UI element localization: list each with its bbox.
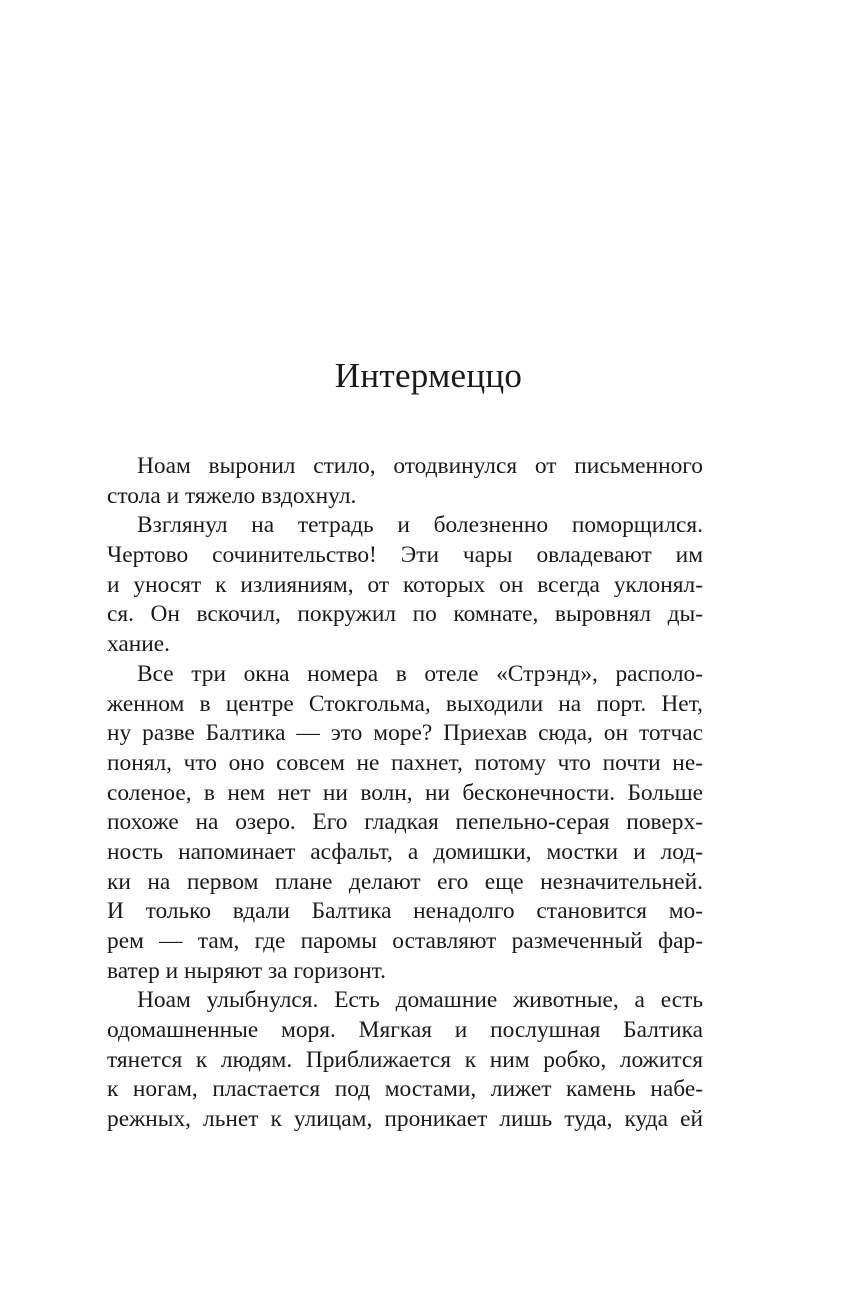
text-line: женном в центре Стокгольма, выходили на порт. Нет, [107,690,703,717]
text-line: Ноам улыбнулся. Есть домашние животные, а есть [137,987,703,1014]
text-line: тянется к людям. Приближается к ним робко, ложится [107,1046,703,1073]
text-line: похоже на озеро. Его гладкая пепельно-серая поверх- [107,809,703,836]
text-line: И только вдали Балтика ненадолго становится мо- [107,898,703,925]
text-line: ся. Он вскочил, покружил по комнате, выровнял ды- [107,601,703,628]
text-line: режных, льнет к улицам, проникает лишь туда, куда ей [107,1106,703,1133]
text-line: стола и тяжело вздохнул. [107,482,357,509]
text-line: соленое, в нем нет ни волн, ни бесконечности. Больше [107,779,703,806]
text-line: ки на первом плане делают его еще незначительней. [107,868,703,895]
text-line: Чертово сочинительство! Эти чары овладевают им [107,542,703,569]
text-line: Взглянул на тетрадь и болезненно поморщился. [137,512,703,539]
text-line: Все три окна номера в отеле «Стрэнд», располо- [137,660,703,687]
text-line: к ногам, пластается под мостами, лижет камень набе- [107,1076,703,1103]
text-line: ватер и ныряют за горизонт. [107,957,386,984]
text-line: ность напоминает асфальт, а домишки, мостки и лод- [107,838,703,865]
body-text [107,452,703,1135]
text-line: Ноам выронил стило, отодвинулся от письменного [137,453,703,479]
text-line: одомашненные моря. Мягкая и послушная Балтика [107,1017,703,1044]
chapter-title: Интермеццо [334,356,523,395]
text-line: хание. [107,631,171,658]
text-line: и уносят к излияниям, от которых он всегда уклонял- [107,571,703,598]
text-line: ну разве Балтика — это море? Приехав сюда, он тотчас [107,720,703,747]
text-line: понял, что оно совсем не пахнет, потому что почти не- [107,749,703,776]
text-line: рем — там, где паромы оставляют размеченный фар- [107,928,703,954]
